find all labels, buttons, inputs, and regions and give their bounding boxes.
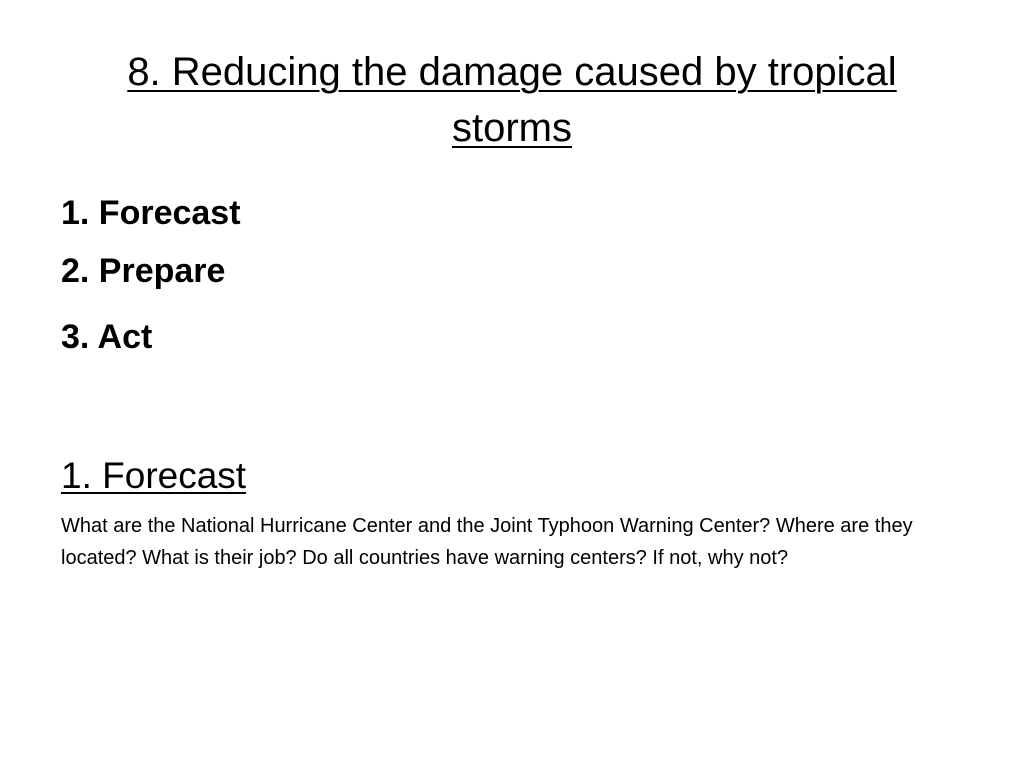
step-item-act: 3. Act xyxy=(61,318,153,356)
slide-title: 8. Reducing the damage caused by tropical storms xyxy=(127,50,897,150)
step-item-forecast: 1. Forecast xyxy=(61,194,241,232)
step-item-prepare: 2. Prepare xyxy=(61,252,226,290)
section-body-text: What are the National Hurricane Center and the Joint Typhoon Warning Center? Where are they located? What is their job? Do all countries have warning centers? If not, why not? xyxy=(61,515,913,569)
section-heading-forecast: 1. Forecast xyxy=(61,455,247,496)
steps-list xyxy=(61,188,241,370)
